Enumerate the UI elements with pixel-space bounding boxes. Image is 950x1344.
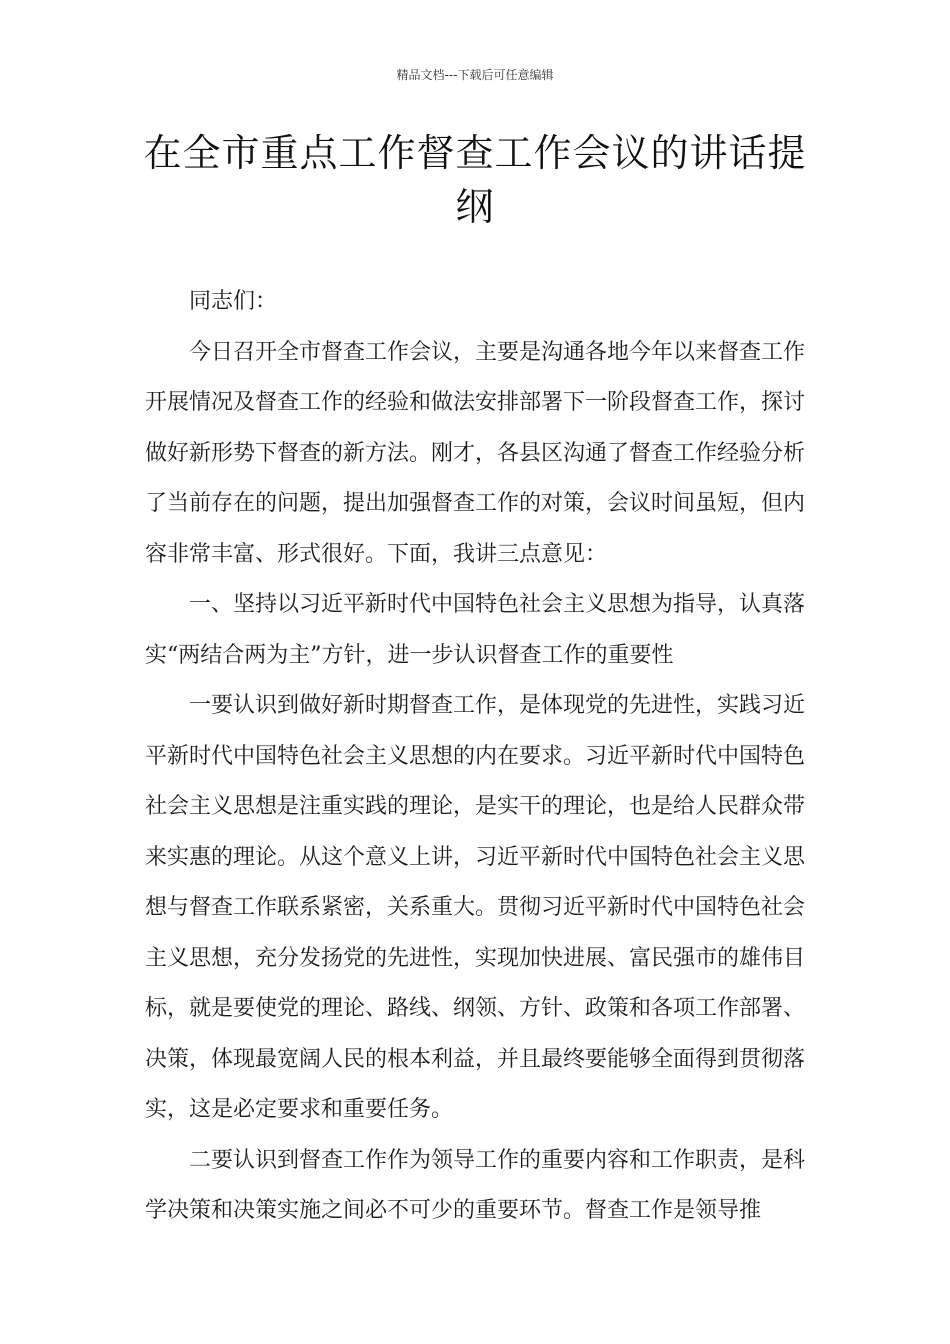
- header-note: 精品文档---下载后可任意编辑: [396, 68, 554, 82]
- section-heading: 一、坚持以习近平新时代中国特色社会主义思想为指导，认真落实“两结合两为主”方针，进一步认识督查工作的重要性: [145, 592, 806, 668]
- paragraph: 一要认识到做好新时期督查工作，是体现党的先进性，实践习近平新时代中国特色社会主义思想的内在要求。习近平新时代中国特色社会主义思想是注重实践的理论，是实干的理论，也是给人民群众带来实惠的理论。从这个意义上讲，习近平新时代中国特色社会主义思想与督查工作联系紧密，关系重大。贯彻习近平新时代中国特色社会主义思想，充分发扬党的先进性，实现加快进展、富民强市的雄伟目标，就是要使党的理论、路线、纲领、方针、政策和各项工作部署、决策，体现最宽阔人民的根本利益，并且最终要能够全面得到贯彻落实，这是必定要求和重要任务。: [145, 693, 806, 1122]
- paragraph: 二要认识到督查工作作为领导工作的重要内容和工作职责，是科学决策和决策实施之间必不可少的重要环节。督查工作是领导推: [145, 1147, 806, 1223]
- document-title: 在全市重点工作督查工作会议的讲话提纲: [143, 131, 807, 229]
- paragraph: 今日召开全市督查工作会议，主要是沟通各地今年以来督查工作开展情况及督查工作的经验和做法安排部署下一阶段督查工作，探讨做好新形势下督查的新方法。刚才，各县区沟通了督查工作经验分析了当前存在的问题，提出加强督查工作的对策，会议时间虽短，但内容非常丰富、形式很好。下面，我讲三点意见：: [145, 339, 806, 567]
- document-body: [145, 277, 805, 1237]
- salutation: 同志们：: [189, 289, 278, 314]
